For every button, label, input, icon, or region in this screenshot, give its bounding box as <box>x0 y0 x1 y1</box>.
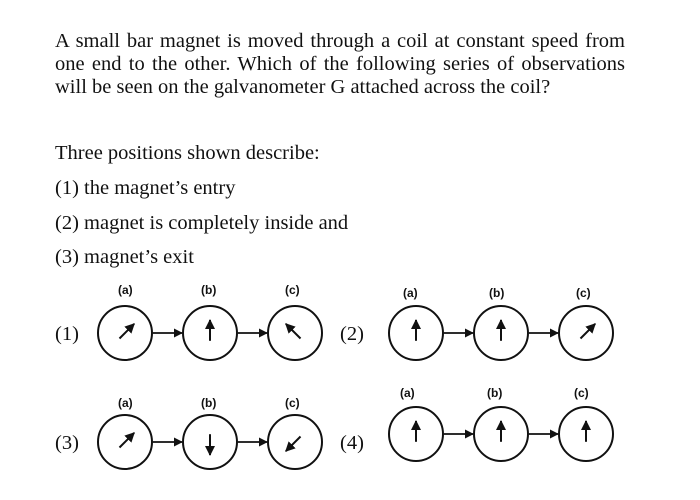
option-1-galvanometers <box>90 303 335 363</box>
option-4-label-a: (a) <box>400 386 415 400</box>
position-3-text: (3) magnet’s exit <box>55 246 194 268</box>
option-2-label-c: (c) <box>576 286 591 300</box>
option-1-number[interactable]: (1) <box>55 323 79 345</box>
option-4-galvanometers <box>381 404 626 464</box>
option-3-label-c: (c) <box>285 396 300 410</box>
option-1-label-b: (b) <box>201 283 217 297</box>
option-2-label-a: (a) <box>403 286 418 300</box>
option-2-label-b: (b) <box>489 286 505 300</box>
option-4-label-c: (c) <box>574 386 589 400</box>
option-1-label-c: (c) <box>285 283 300 297</box>
option-4-number[interactable]: (4) <box>340 432 364 454</box>
intro-text: Three positions shown describe: <box>55 142 320 164</box>
position-2-text: (2) magnet is completely inside and <box>55 212 349 234</box>
option-3-number[interactable]: (3) <box>55 432 79 454</box>
option-1-label-a: (a) <box>118 283 133 297</box>
option-3-label-b: (b) <box>201 396 217 410</box>
option-3-galvanometers <box>90 412 335 472</box>
position-1-text: (1) the magnet’s entry <box>55 177 236 199</box>
option-3-label-a: (a) <box>118 396 133 410</box>
option-2-galvanometers <box>381 303 626 363</box>
question-text: A small bar magnet is moved through a coil at constant speed from one end to the other. Which of the following series of observations will be seen on the galvanometer G attached across the coil? <box>55 30 625 98</box>
option-4-label-b: (b) <box>487 386 503 400</box>
option-2-number[interactable]: (2) <box>340 323 364 345</box>
